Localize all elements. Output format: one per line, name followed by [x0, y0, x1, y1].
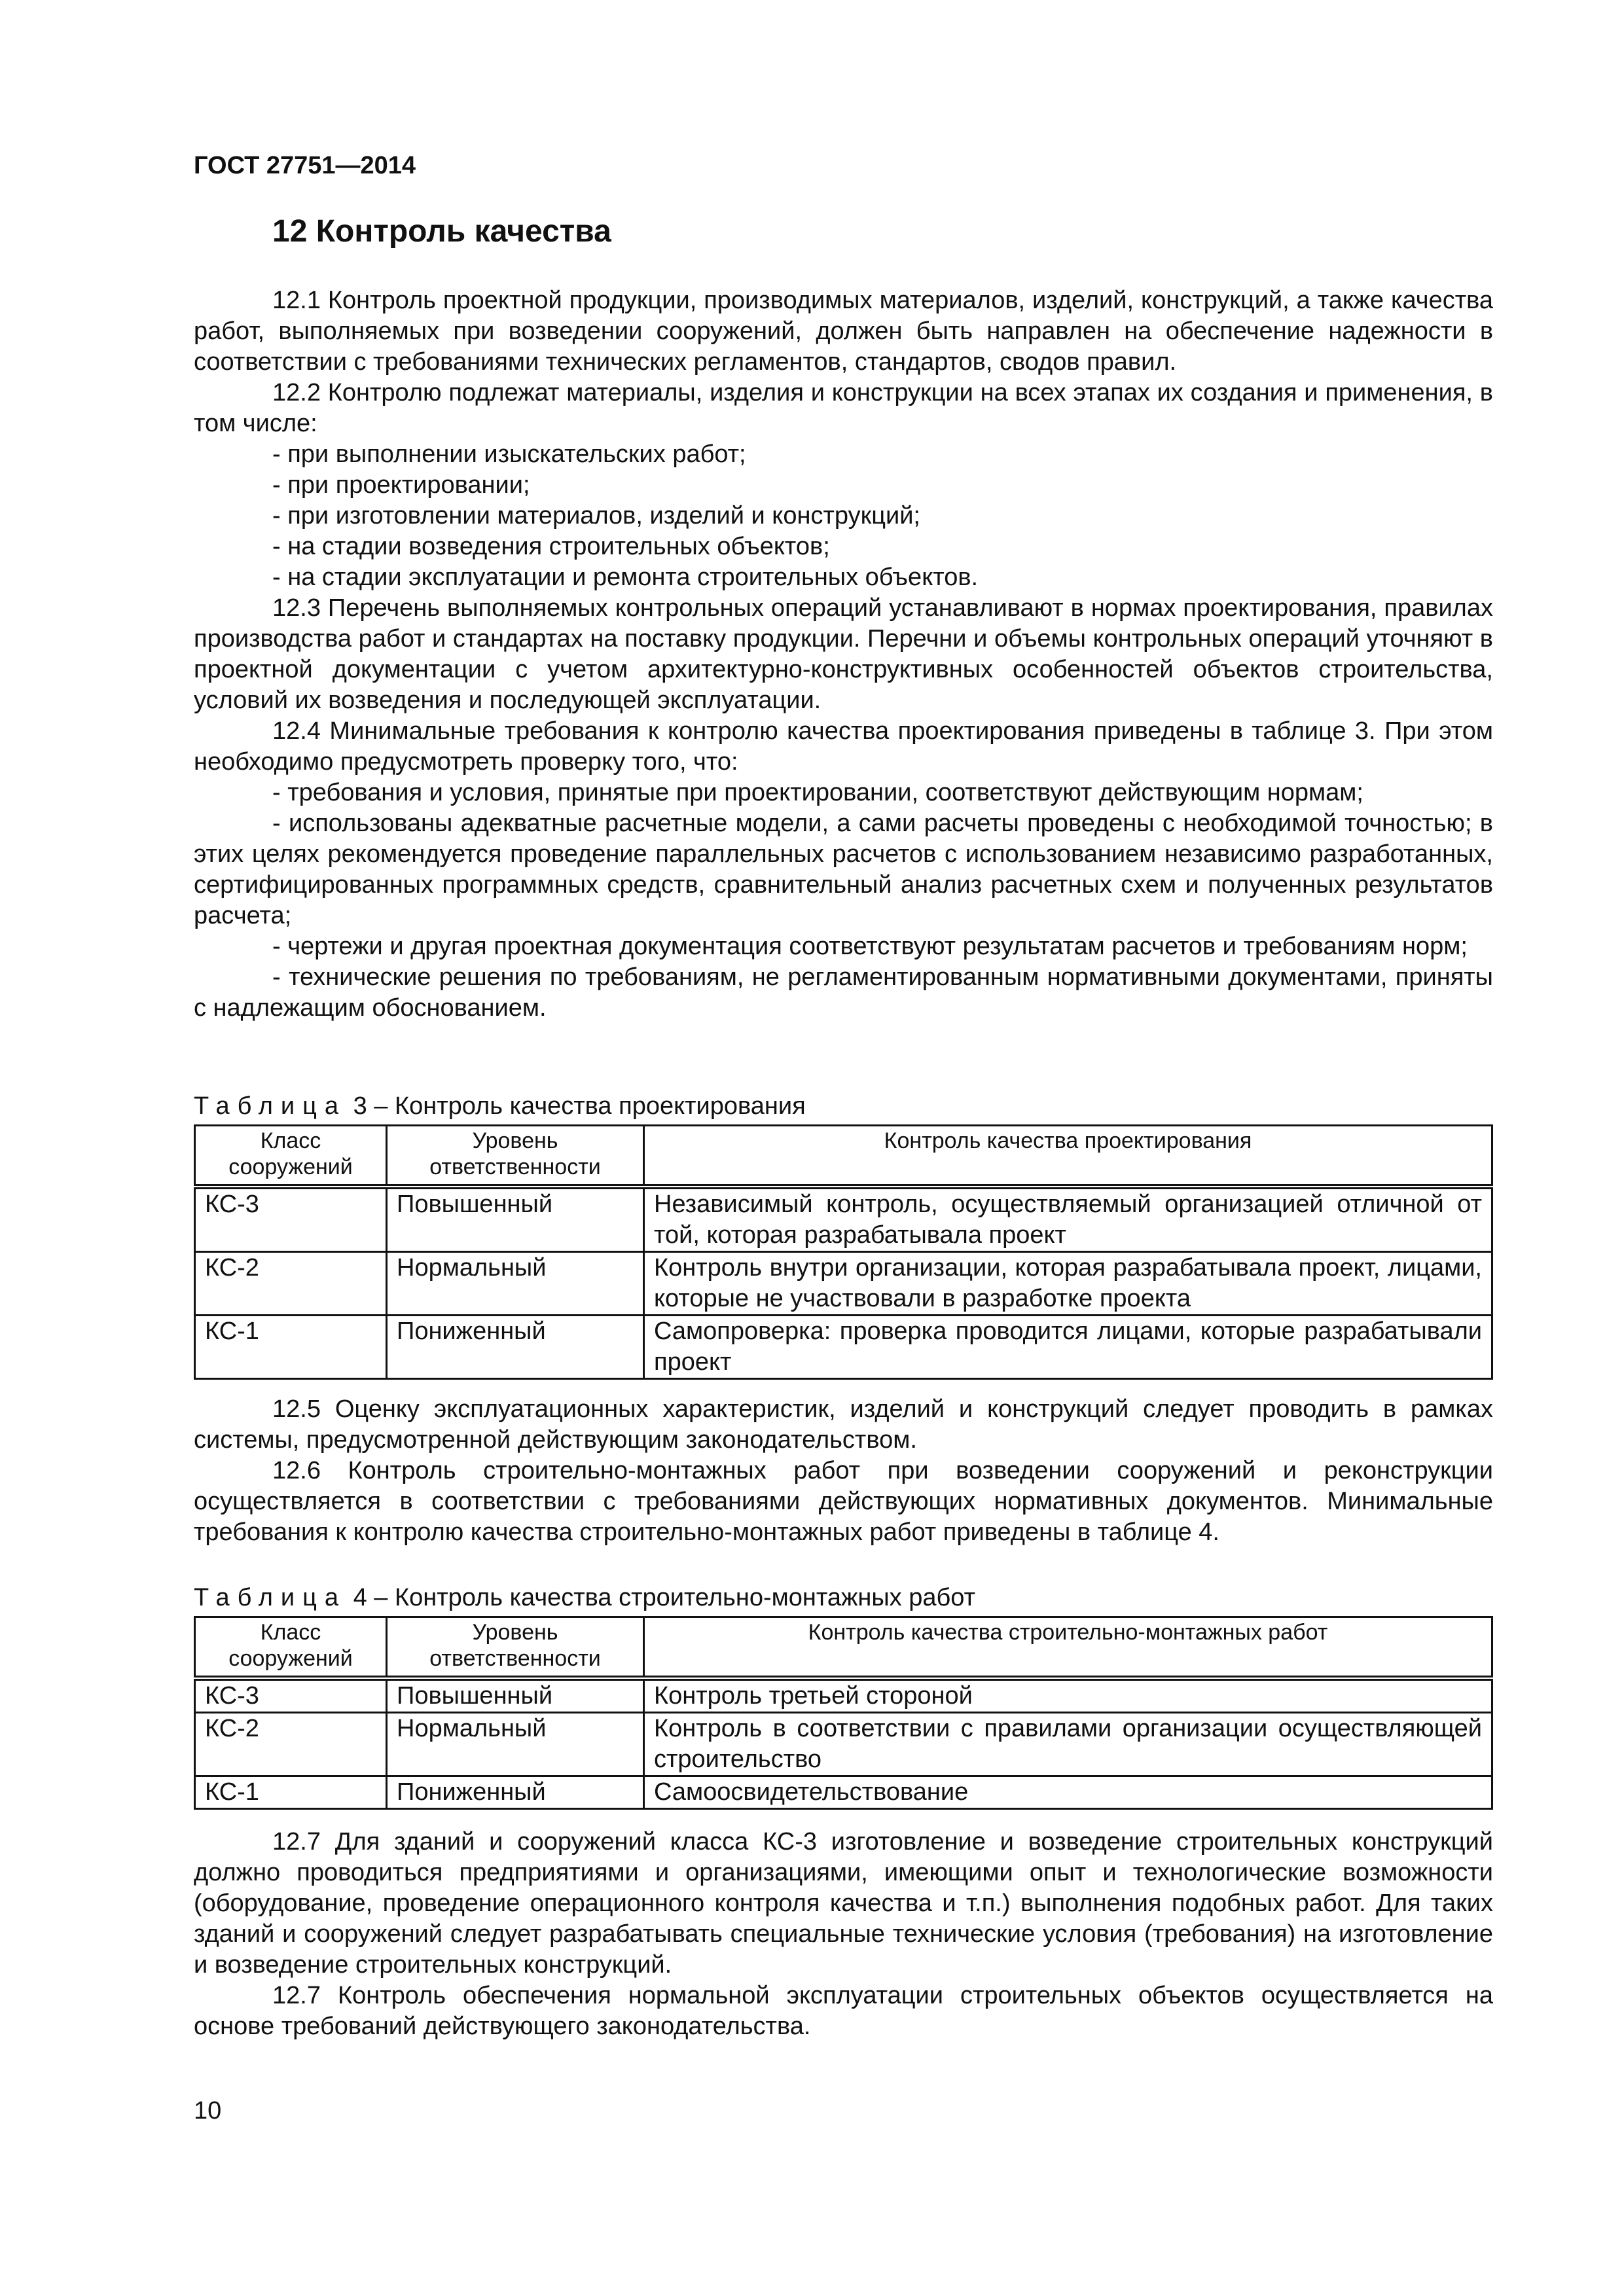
document-header: ГОСТ 27751—2014: [194, 152, 416, 179]
table-cell: КС-1: [195, 1316, 387, 1379]
list-item: - использованы адекватные расчетные модели, а сами расчеты проведены с необходимой точностью; в этих целях рекомендуется проведение параллельных расчетов с использованием независимо разработанных, сертифицированных программных средств, сравнительный анализ расчетных схем и полученных результатов расчета;: [194, 810, 1493, 929]
table-cell: КС-1: [195, 1776, 387, 1809]
table-cell: Контроль в соответствии с правилами организации осуществляющей строительство: [644, 1713, 1492, 1776]
table-cell: Контроль внутри организации, которая разрабатывала проект, лицами, которые не участвовали в разработке проекта: [644, 1252, 1492, 1316]
table-row: [195, 1187, 1492, 1252]
table-row: [195, 1316, 1492, 1379]
paragraph-12-7: 12.7 Для зданий и сооружений класса КС-3 изготовление и возведение строительных конструкций должно проводиться предприятиями и организациями, имеющими опыт и технологические возможности (оборудование, проведение операционного контроля качества и т.п.) выполнения подобных работ. Для таких зданий и сооружений следует разрабатывать специальные технические условия (требования) на изготовление и возведение строительных конструкций.: [194, 1828, 1493, 1979]
table-caption-word: Таблица: [194, 1584, 346, 1611]
table-cell: КС-2: [195, 1713, 387, 1776]
table-cell: Повышенный: [387, 1187, 644, 1252]
table-4: [194, 1616, 1493, 1810]
table-row: [195, 1713, 1492, 1776]
table-cell: КС-3: [195, 1187, 387, 1252]
table-3-caption: [194, 1091, 1493, 1122]
column-header: Класс сооружений: [195, 1126, 387, 1187]
page-number: 10: [194, 2097, 222, 2125]
body-text-top: [194, 285, 1493, 1024]
table-caption-text: 4 – Контроль качества строительно-монтажных работ: [353, 1584, 975, 1611]
column-header: Класс сооружений: [195, 1617, 387, 1679]
table-cell: Нормальный: [387, 1252, 644, 1316]
table-cell: Повышенный: [387, 1678, 644, 1713]
section-title: 12 Контроль качества: [272, 214, 611, 249]
table-cell: Пониженный: [387, 1316, 644, 1379]
list-item: - на стадии возведения строительных объектов;: [272, 533, 830, 560]
list-item: - требования и условия, принятые при проектировании, соответствуют действующим нормам;: [272, 779, 1363, 806]
table-cell: Нормальный: [387, 1713, 644, 1776]
paragraph-12-1: 12.1 Контроль проектной продукции, производимых материалов, изделий, конструкций, а также качества работ, выполняемых при возведении сооружений, должен быть направлен на обеспечение надежности в соответствии с требованиями технических регламентов, стандартов, сводов правил.: [194, 287, 1493, 376]
paragraph-12-5: 12.5 Оценку эксплуатационных характеристик, изделий и конструкций следует проводить в рамках системы, предусмотренной действующим законодательством.: [194, 1395, 1493, 1454]
list-item: - чертежи и другая проектная документация соответствуют результатам расчетов и требованиям норм;: [272, 933, 1468, 960]
table-4-block: [194, 1583, 1493, 1810]
table-cell: КС-2: [195, 1252, 387, 1316]
body-text-middle: [194, 1394, 1493, 1548]
table-cell: Самоосвидетельствование: [644, 1776, 1492, 1809]
table-4-caption: [194, 1583, 1493, 1613]
paragraph-12-7-b: 12.7 Контроль обеспечения нормальной эксплуатации строительных объектов осуществляется на основе требований действующего законодательства.: [194, 1982, 1493, 2040]
column-header: Уровень ответственности: [387, 1617, 644, 1679]
table-cell: Независимый контроль, осуществляемый организацией отличной от той, которая разрабатывала проект: [644, 1187, 1492, 1252]
table-row: [195, 1776, 1492, 1809]
paragraph-12-4: 12.4 Минимальные требования к контролю качества проектирования приведены в таблице 3. При этом необходимо предусмотреть проверку того, что:: [194, 717, 1493, 776]
list-item: - при проектировании;: [272, 471, 530, 499]
table-3-block: [194, 1091, 1493, 1380]
column-header: Контроль качества проектирования: [644, 1126, 1492, 1187]
column-header: Контроль качества строительно-монтажных работ: [644, 1617, 1492, 1679]
column-header: Уровень ответственности: [387, 1126, 644, 1187]
table-header-row: [195, 1617, 1492, 1679]
table-row: [195, 1678, 1492, 1713]
body-text-bottom: [194, 1827, 1493, 2042]
list-item: - на стадии эксплуатации и ремонта строительных объектов.: [272, 564, 979, 591]
table-cell: Самопроверка: проверка проводится лицами, которые разрабатывали проект: [644, 1316, 1492, 1379]
list-item: - технические решения по требованиям, не регламентированным нормативными документами, приняты с надлежащим обоснованием.: [194, 963, 1493, 1022]
table-cell: Пониженный: [387, 1776, 644, 1809]
table-cell: Контроль третьей стороной: [644, 1678, 1492, 1713]
paragraph-12-3: 12.3 Перечень выполняемых контрольных операций устанавливают в нормах проектирования, правилах производства работ и стандартах на поставку продукции. Перечни и объемы контрольных операций уточняют в проектной документации с учетом архитектурно-конструктивных особенностей объектов строительства, условий их возведения и последующей эксплуатации.: [194, 594, 1493, 714]
paragraph-12-6: 12.6 Контроль строительно-монтажных работ при возведении сооружений и реконструкции осуществляется в соответствии с требованиями действующих нормативных документов. Минимальные требования к контролю качества строительно-монтажных работ приведены в таблице 4.: [194, 1457, 1493, 1546]
list-item: - при изготовлении материалов, изделий и конструкций;: [272, 502, 920, 529]
table-caption-text: 3 – Контроль качества проектирования: [353, 1092, 806, 1120]
table-caption-word: Таблица: [194, 1092, 346, 1120]
paragraph-12-2: 12.2 Контролю подлежат материалы, изделия и конструкции на всех этапах их создания и применения, в том числе:: [194, 379, 1493, 437]
list-item: - при выполнении изыскательских работ;: [272, 440, 746, 468]
table-header-row: [195, 1126, 1492, 1187]
table-row: [195, 1252, 1492, 1316]
table-3: [194, 1124, 1493, 1380]
table-cell: КС-3: [195, 1678, 387, 1713]
